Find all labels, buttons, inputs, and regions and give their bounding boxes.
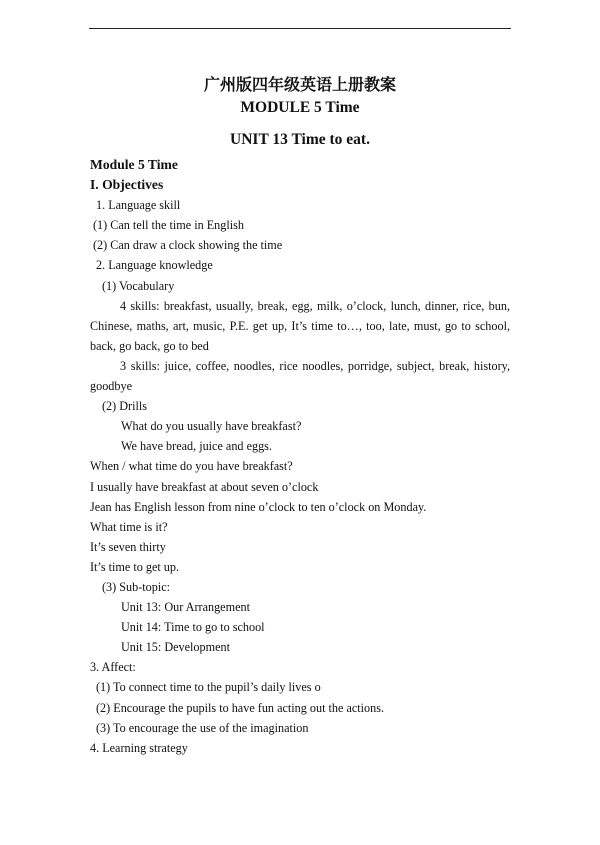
drill-line: We have bread, juice and eggs.	[121, 439, 272, 454]
list-item: (1) Can tell the time in English	[93, 218, 244, 233]
drill-line: It’s time to get up.	[90, 559, 180, 574]
language-skill-heading: 1. Language skill	[96, 198, 181, 213]
list-item: (3) To encourage the use of the imagination	[96, 720, 309, 735]
list-item: (1) To connect time to the pupil’s daily lives o	[96, 680, 321, 695]
language-knowledge-heading: 2. Language knowledge	[96, 258, 213, 273]
module-title: MODULE 5 Time	[240, 99, 360, 116]
vocabulary-3-skills: 3 skills: juice, coffee, noodles, rice noodles, porridge, subject, break, history,	[120, 358, 510, 373]
drill-line: What do you usually have breakfast?	[121, 419, 302, 434]
lesson-plan-body	[90, 155, 510, 758]
drill-line: What time is it?	[90, 519, 168, 534]
drill-line: Jean has English lesson from nine o’clock to ten o’clock on Monday.	[90, 499, 427, 514]
vocabulary-3-skills-end: goodbye	[90, 379, 132, 394]
header-rule	[89, 28, 511, 29]
vocabulary-4-skills-cont: Chinese, maths, art, music, P.E. get up, It’s time to…, too, late, must, go to school,	[90, 318, 510, 333]
sub-topic-heading: (3) Sub-topic:	[102, 579, 171, 594]
vocabulary-heading: (1) Vocabulary	[102, 278, 175, 293]
sub-topic-item: Unit 13: Our Arrangement	[121, 600, 250, 615]
drill-line: It’s seven thirty	[90, 539, 166, 554]
sub-topic-item: Unit 15: Development	[121, 640, 230, 655]
drills-heading: (2) Drills	[102, 399, 148, 414]
drill-line: I usually have breakfast at about seven o’clock	[90, 479, 319, 494]
learning-strategy-heading: 4. Learning strategy	[90, 740, 188, 755]
vocabulary-4-skills-end: back, go back, go to bed	[90, 338, 209, 353]
document-title: 广州版四年级英语上册教案	[203, 75, 396, 94]
list-item: (2) Encourage the pupils to have fun acting out the actions.	[96, 700, 385, 715]
affect-heading: 3. Affect:	[90, 660, 136, 675]
list-item: (2) Can draw a clock showing the time	[93, 238, 283, 253]
objectives-heading: I. Objectives	[90, 177, 164, 193]
unit-title: UNIT 13 Time to eat.	[230, 131, 370, 148]
sub-topic-item: Unit 14: Time to go to school	[121, 620, 265, 635]
module-heading: Module 5 Time	[90, 157, 178, 172]
vocabulary-4-skills: 4 skills: breakfast, usually, break, egg, milk, o’clock, lunch, dinner, rice, bun,	[120, 298, 510, 313]
drill-line: When / what time do you have breakfast?	[90, 459, 293, 474]
